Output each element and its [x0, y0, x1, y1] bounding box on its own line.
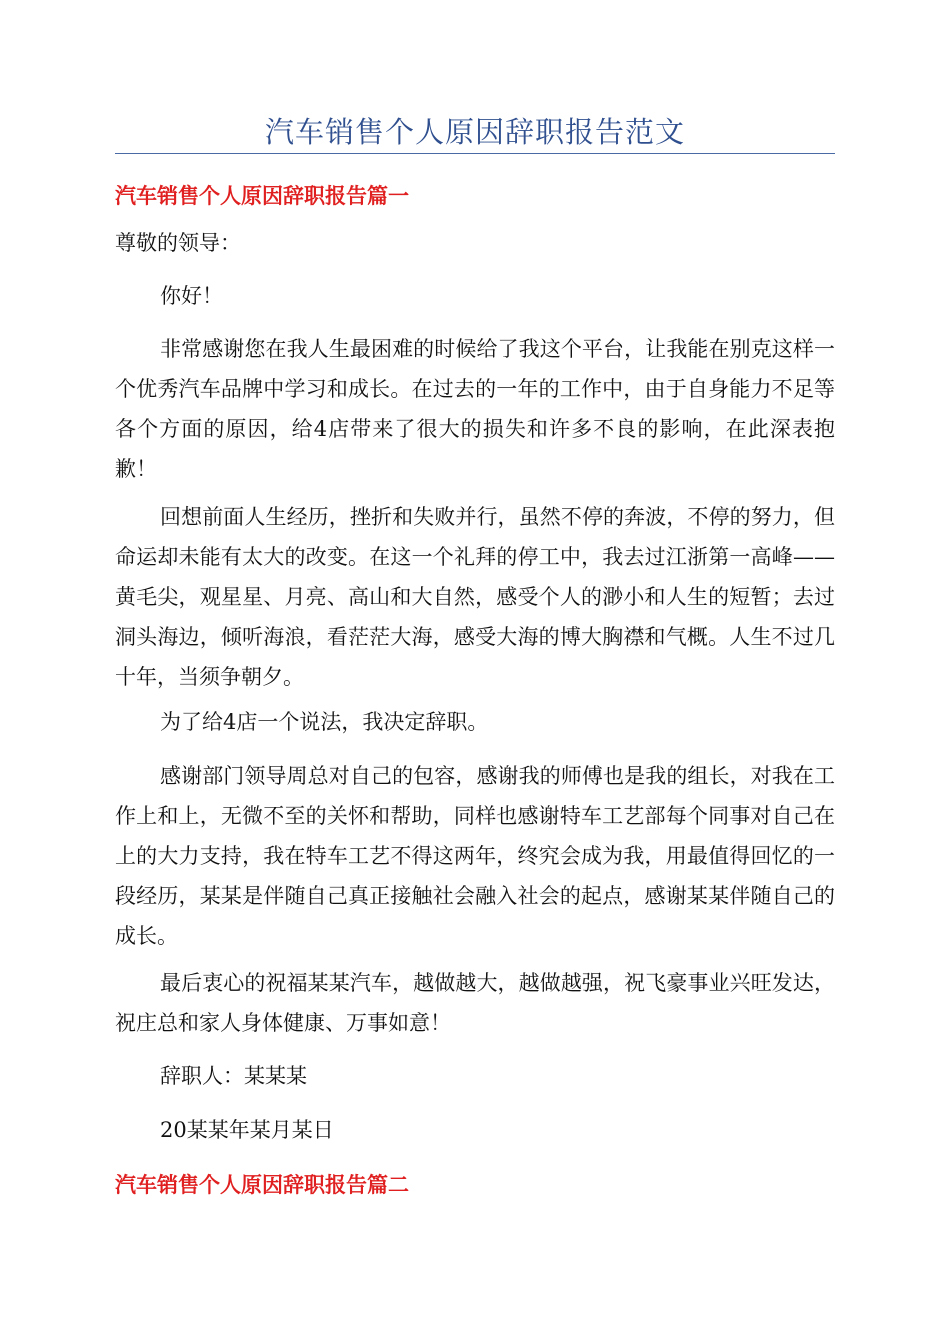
paragraph-greeting: 你好！	[160, 284, 223, 308]
document-title: 汽车销售个人原因辞职报告范文	[264, 115, 685, 149]
paragraph-thanks: 非常感谢您在我人生最困难的时候给了我这个平台，让我能在别克这样一个优秀汽车品牌中学习和成长。在过去的一年的工作中，由于自身能力不足等各个方面的原因，给4店带来了很大的损失和许多不良的影响，在此深表抱歉！	[115, 337, 835, 481]
paragraph-gratitude: 感谢部门领导周总对自己的包容，感谢我的师傅也是我的组长，对我在工作上和上，无微不至的关怀和帮助，同样也感谢特车工艺部每个同事对自己在上的大力支持，我在特车工艺不得这两年，终究会成为我，用最值得回忆的一段经历，某某是伴随自己真正接触社会融入社会的起点，感谢某某伴随自己的成长。	[115, 764, 835, 948]
paragraph-blessing: 最后衷心的祝福某某汽车，越做越大，越做越强，祝飞豪事业兴旺发达，祝庄总和家人身体健康、万事如意！	[115, 971, 835, 1035]
paragraph-reflection: 回想前面人生经历，挫折和失败并行，虽然不停的奔波，不停的努力，但命运却未能有太大的改变。在这一个礼拜的停工中，我去过江浙第一高峰——黄毛尖，观星星、月亮、高山和大自然，感受个人的渺小和人生的短暂；去过洞头海边，倾听海浪，看茫茫大海，感受大海的博大胸襟和气概。人生不过几十年，当须争朝夕。	[115, 505, 835, 689]
section-heading-2: 汽车销售个人原因辞职报告篇二	[115, 1173, 409, 1197]
section-heading-1: 汽车销售个人原因辞职报告篇一	[115, 184, 409, 208]
title-underline	[115, 153, 835, 154]
date-line: 20某某年某月某日	[160, 1118, 334, 1142]
salutation: 尊敬的领导：	[115, 231, 241, 255]
paragraph-decision: 为了给4店一个说法，我决定辞职。	[160, 710, 489, 734]
signature-line: 辞职人：某某某	[160, 1064, 307, 1088]
